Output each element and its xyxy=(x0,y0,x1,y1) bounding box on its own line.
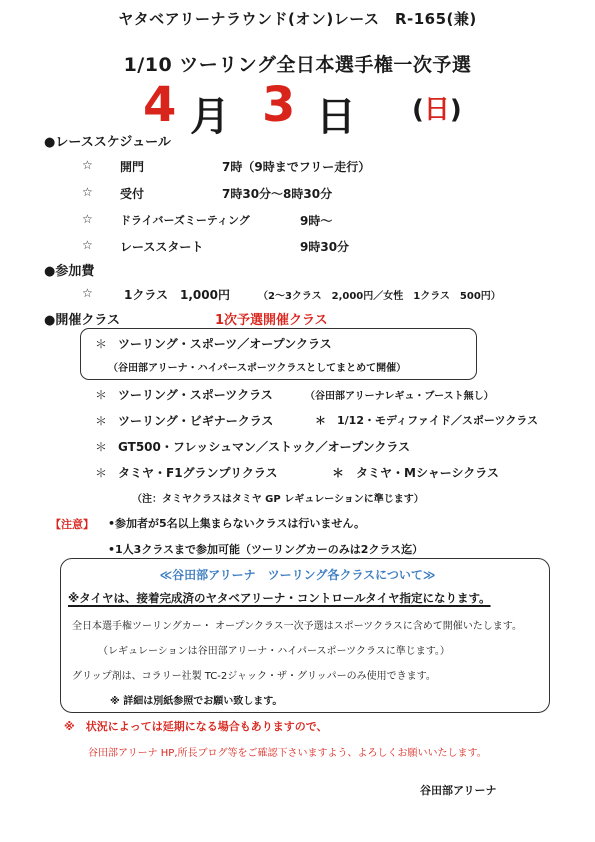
asterisk-icon: ＊ xyxy=(95,337,108,351)
schedule-time: 9時～ xyxy=(300,214,333,228)
touring-line: 全日本選手権ツーリングカー・ オープンクラス一次予選はスポーツクラスに含めて開催いたします。 xyxy=(72,621,522,632)
star-icon: ☆ xyxy=(82,286,93,300)
notice-line: •1人3クラスまで参加可能（ツーリングカーのみは2クラス迄） xyxy=(108,543,424,556)
touring-line: （レギュレーションは谷田部アリーナ・ハイパースポーツクラスに準じます。） xyxy=(98,646,450,657)
class-item: GT500・フレッシュマン／ストック／オープンクラス xyxy=(118,440,410,454)
weekday-label: (日) xyxy=(412,95,462,125)
schedule-label: ドライバーズミーティング xyxy=(120,214,250,227)
asterisk-icon: ＊ xyxy=(95,466,108,480)
date-day: 3 xyxy=(262,77,296,133)
class-item: ＊ タミヤ・Mシャーシクラス xyxy=(332,466,499,480)
event-date xyxy=(0,77,595,140)
star-icon: ☆ xyxy=(82,158,93,172)
schedule-time: 7時（9時までフリー走行） xyxy=(222,160,371,174)
notice-line: •参加者が5名以上集まらないクラスは行いません。 xyxy=(108,517,366,530)
class-item-note: （谷田部アリーナレギュ・ブースト無し） xyxy=(305,391,494,402)
postpone-warning-detail: 谷田部アリーナ HP,所長ブログ等をご確認下さいますよう、よろしくお願いいたします。 xyxy=(88,748,487,759)
postpone-warning: ※ 状況によっては延期になる場合もありますので、 xyxy=(64,720,328,733)
date-month-unit: 月 xyxy=(190,94,230,140)
event-subtitle: 1/10 ツーリング全日本選手権一次予選 xyxy=(123,54,472,76)
touring-box-title: ≪谷田部アリーナ ツーリング各クラスについて≫ xyxy=(159,568,436,582)
classes-highlight: 1次予選開催クラス xyxy=(215,313,328,328)
touring-line: ※ 詳細は別紙参照でお願い致します。 xyxy=(110,696,283,707)
touring-line: グリップ剤は、コラリー社製 TC-2ジャック・ザ・グリッパーのみ使用できます。 xyxy=(72,671,436,682)
class-item: タミヤ・F1グランプリクラス xyxy=(118,466,278,480)
star-icon: ☆ xyxy=(82,212,93,226)
asterisk-icon: ＊ xyxy=(95,440,108,454)
fee-title: ●参加費 xyxy=(44,264,95,279)
date-day-unit: 日 xyxy=(316,94,356,140)
fee-detail: （2～3クラス 2,000円／女性 1クラス 500円） xyxy=(258,291,501,302)
class-item: ＊ 1/12・モディファイド／スポーツクラス xyxy=(315,414,538,427)
class-item: ツーリング・スポーツクラス xyxy=(118,388,273,402)
classes-title: ●開催クラス xyxy=(44,313,120,328)
asterisk-icon: ＊ xyxy=(95,388,108,402)
star-icon: ☆ xyxy=(82,238,93,252)
schedule-label: レーススタート xyxy=(120,240,204,254)
schedule-label: 開門 xyxy=(120,160,145,174)
class-item: ツーリング・スポーツ／オープンクラス xyxy=(118,337,332,351)
schedule-time: 9時30分 xyxy=(300,240,350,254)
asterisk-icon: ＊ xyxy=(95,414,108,428)
tire-notice: ※タイヤは、接着完成済のヤタベアリーナ・コントロールタイヤ指定になります。 xyxy=(68,591,491,605)
class-item: ツーリング・ビギナークラス xyxy=(118,414,274,428)
event-title: ヤタベアリーナラウンド(オン)レース R-165(兼) xyxy=(118,10,477,28)
notice-tag: 【注意】 xyxy=(50,518,94,531)
schedule-time: 7時30分～8時30分 xyxy=(222,187,333,201)
star-icon: ☆ xyxy=(82,185,93,199)
schedule-title: ●レーススケジュール xyxy=(44,135,171,150)
date-weekday xyxy=(412,89,462,126)
class-note: （谷田部アリーナ・ハイパースポーツクラスとしてまとめて開催） xyxy=(108,363,407,374)
date-month: 4 xyxy=(143,77,177,133)
fee-main: 1クラス 1,000円 xyxy=(124,288,230,302)
schedule-label: 受付 xyxy=(120,187,145,201)
organizer-signature: 谷田部アリーナ xyxy=(420,784,497,797)
tamiya-note: （注：タミヤクラスはタミヤ GP レギュレーションに準じます） xyxy=(132,494,424,505)
